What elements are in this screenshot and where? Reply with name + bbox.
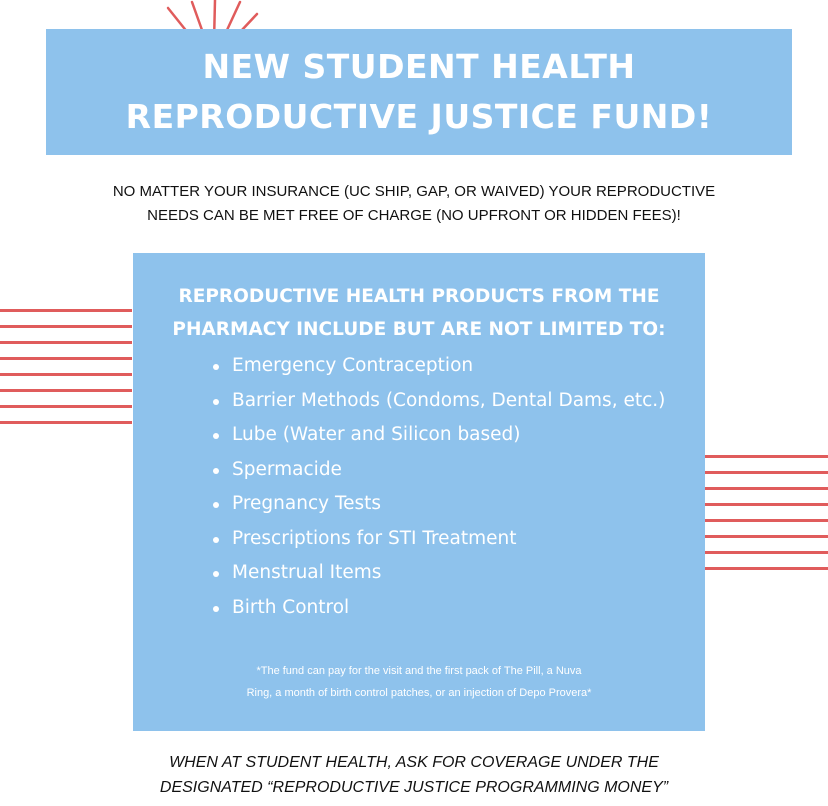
bullet-icon: [213, 399, 219, 405]
product-label: Prescriptions for STI Treatment: [232, 527, 517, 549]
title-line-1: NEW STUDENT HEALTH: [202, 47, 636, 86]
title-line-2: REPRODUCTIVE JUSTICE FUND!: [125, 97, 713, 136]
bullet-icon: [213, 571, 219, 577]
subtitle-line-2: NEEDS CAN BE MET FREE OF CHARGE (NO UPFRONT OR HIDDEN FEES)!: [147, 207, 681, 224]
list-item: [213, 487, 683, 522]
product-list: [213, 349, 683, 625]
bullet-icon: [213, 433, 219, 439]
fund-note-line-2: Ring, a month of birth control patches, or an injection of Depo Provera*: [246, 687, 592, 699]
footer-instructions: [0, 750, 828, 800]
list-item: [213, 349, 683, 384]
decorative-stripes-left: [0, 309, 132, 437]
list-item: [213, 591, 683, 626]
subtitle: [0, 180, 828, 228]
list-item: [213, 384, 683, 419]
products-heading-line-2: PHARMACY INCLUDE BUT ARE NOT LIMITED TO:: [172, 319, 666, 340]
title-banner: [46, 29, 792, 155]
list-item: [213, 522, 683, 557]
footer-line-1: WHEN AT STUDENT HEALTH, ASK FOR COVERAGE UNDER THE: [169, 754, 659, 771]
bullet-icon: [213, 606, 219, 612]
list-item: [213, 556, 683, 591]
bullet-icon: [213, 537, 219, 543]
product-label: Pregnancy Tests: [232, 493, 382, 514]
list-item: [213, 418, 683, 453]
product-label: Lube (Water and Silicon based): [232, 424, 521, 445]
bullet-icon: [213, 364, 219, 370]
subtitle-line-1: NO MATTER YOUR INSURANCE (UC SHIP, GAP, OR WAIVED) YOUR REPRODUCTIVE: [112, 183, 716, 200]
products-heading: [133, 280, 705, 346]
bullet-icon: [213, 468, 219, 474]
product-label: Menstrual Items: [232, 562, 382, 583]
bullet-icon: [213, 502, 219, 508]
products-panel: [133, 253, 705, 731]
product-label: Emergency Contraception: [232, 355, 474, 376]
list-item: [213, 453, 683, 488]
fund-note: [133, 660, 705, 704]
footer-line-2: DESIGNATED “REPRODUCTIVE JUSTICE PROGRAMMING MONEY”: [159, 779, 669, 796]
product-label: Birth Control: [232, 596, 350, 618]
products-heading-line-1: REPRODUCTIVE HEALTH PRODUCTS FROM THE: [178, 286, 660, 307]
product-label: Barrier Methods (Condoms, Dental Dams, etc.): [232, 389, 666, 411]
product-label: Spermacide: [232, 458, 342, 480]
fund-note-line-1: *The fund can pay for the visit and the first pack of The Pill, a Nuva: [256, 665, 582, 677]
